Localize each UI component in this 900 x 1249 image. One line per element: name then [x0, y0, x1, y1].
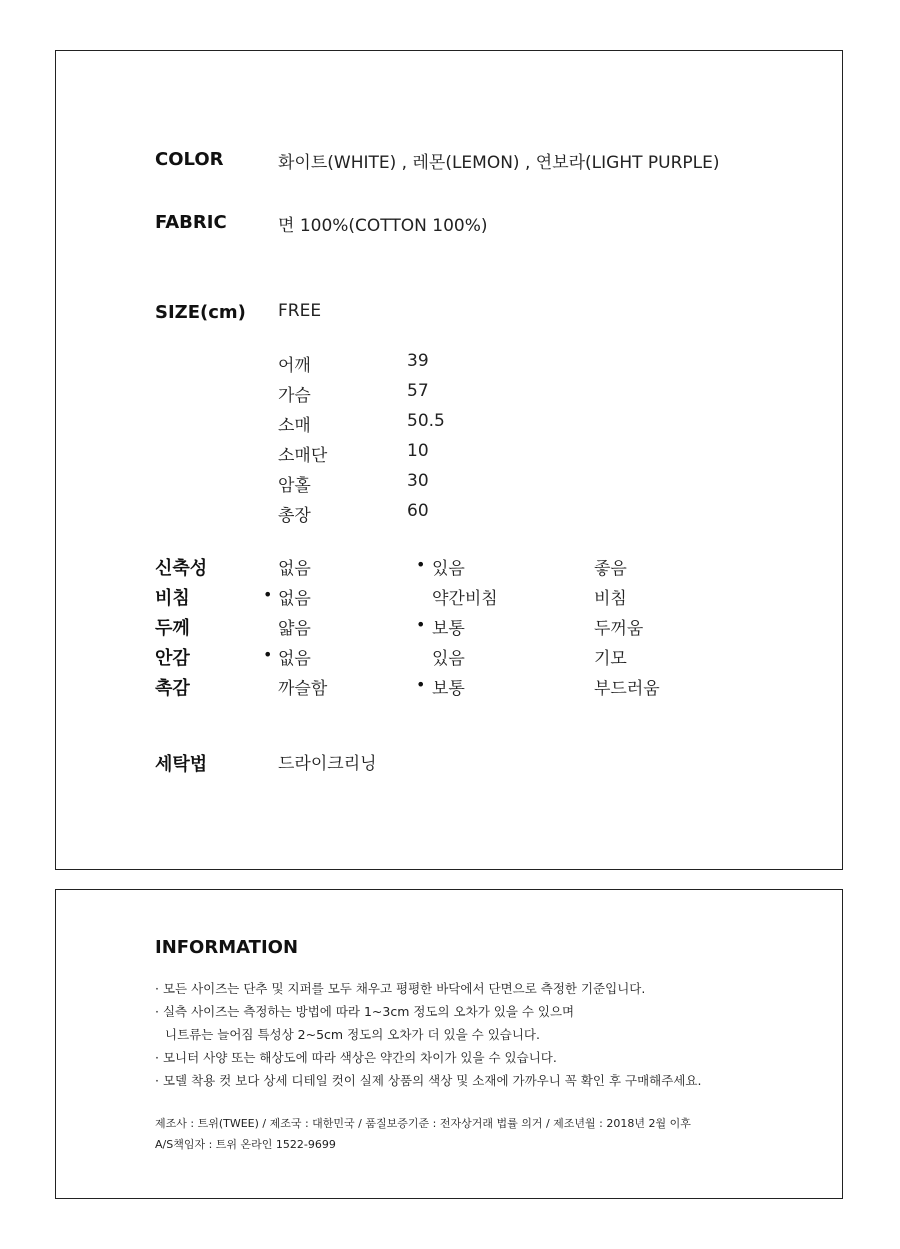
info-note: 니트류는 늘어짐 특성상 2~5cm 정도의 오차가 더 있을 수 있습니다.	[165, 1027, 540, 1042]
attribute-option: 없음	[278, 559, 311, 579]
attribute-option-selected: 보통	[432, 619, 465, 639]
attribute-option-selected: 보통	[432, 679, 465, 699]
attribute-option-selected: 없음	[278, 589, 311, 609]
size-row-value: 10	[407, 441, 429, 461]
info-note: · 모든 사이즈는 단추 및 지퍼를 모두 채우고 평평한 바닥에서 단면으로 측정한 기준입니다.	[155, 981, 646, 996]
attribute-option: 약간비침	[432, 589, 498, 609]
size-row-name: 암홀	[278, 476, 311, 496]
size-row-name: 총장	[278, 506, 311, 526]
attribute-option: 부드러움	[594, 679, 660, 699]
attribute-label: 안감	[155, 648, 190, 669]
info-note: · 모델 착용 컷 보다 상세 디테일 컷이 실제 상품의 색상 및 소재에 가까우니 꼭 확인 후 구매해주세요.	[155, 1073, 702, 1088]
size-row-value: 50.5	[407, 411, 445, 431]
color-label: COLOR	[155, 149, 224, 170]
attribute-option: 기모	[594, 649, 627, 669]
selected-bullet-icon: •	[263, 585, 273, 604]
attribute-option: 얇음	[278, 619, 311, 639]
washing-label: 세탁법	[155, 754, 208, 775]
size-label: SIZE(cm)	[155, 302, 246, 323]
size-row-value: 57	[407, 381, 429, 401]
color-value: 화이트(WHITE) , 레몬(LEMON) , 연보라(LIGHT PURPLE)	[278, 153, 720, 173]
attribute-option: 두꺼움	[594, 619, 644, 639]
size-row-name: 소매단	[278, 446, 328, 466]
product-spec-panel	[55, 50, 843, 870]
size-row-name: 어깨	[278, 356, 311, 376]
selected-bullet-icon: •	[416, 555, 426, 574]
attribute-option-selected: 없음	[278, 649, 311, 669]
size-row-value: 39	[407, 351, 429, 371]
fabric-value: 면 100%(COTTON 100%)	[278, 216, 488, 236]
attribute-label: 촉감	[155, 678, 190, 699]
info-note: · 모니터 사양 또는 해상도에 따라 색상은 약간의 차이가 있을 수 있습니다.	[155, 1050, 557, 1065]
legal-line: 제조사 : 트위(TWEE) / 제조국 : 대한민국 / 품질보증기준 : 전자상거래 법률 의거 / 제조년월 : 2018년 2월 이후	[155, 1117, 691, 1130]
attribute-label: 두께	[155, 618, 190, 639]
fabric-label: FABRIC	[155, 212, 227, 233]
size-row-value: 30	[407, 471, 429, 491]
selected-bullet-icon: •	[263, 645, 273, 664]
info-note: · 실측 사이즈는 측정하는 방법에 따라 1~3cm 정도의 오차가 있을 수 있으며	[155, 1004, 575, 1019]
size-value: FREE	[278, 301, 322, 321]
attribute-option-selected: 있음	[432, 559, 465, 579]
attribute-option: 비침	[594, 589, 627, 609]
selected-bullet-icon: •	[416, 675, 426, 694]
legal-line: A/S책임자 : 트위 온라인 1522-9699	[155, 1138, 336, 1151]
selected-bullet-icon: •	[416, 615, 426, 634]
attribute-label: 비침	[155, 588, 190, 609]
attribute-option: 있음	[432, 649, 465, 669]
size-row-name: 소매	[278, 416, 311, 436]
information-title: INFORMATION	[155, 937, 299, 958]
size-row-name: 가슴	[278, 386, 311, 406]
washing-value: 드라이크리닝	[278, 754, 377, 774]
attribute-option: 까슬함	[278, 679, 328, 699]
size-row-value: 60	[407, 501, 429, 521]
information-panel	[55, 889, 843, 1199]
attribute-label: 신축성	[155, 558, 208, 579]
attribute-option: 좋음	[594, 559, 627, 579]
